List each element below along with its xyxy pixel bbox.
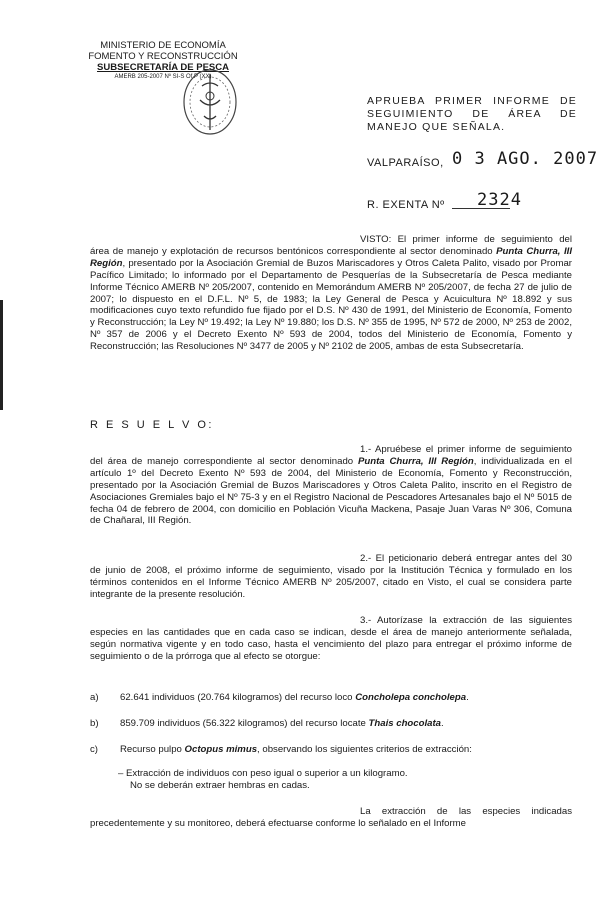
- visto-paragraph: [90, 234, 572, 353]
- seal-stamp-icon: [180, 66, 240, 138]
- scan-edge-mark: [0, 300, 3, 410]
- visto-text-start: VISTO: El primer informe de seguimiento del área de manejo y explotación de recursos bentónicos correspondiente al sector denominado: [90, 234, 572, 257]
- header-line-3: SUBSECRETARÍA DE PESCA: [97, 62, 229, 73]
- visto-place: Punta Churra, III Región: [90, 245, 572, 269]
- item-a: [90, 692, 570, 704]
- item-b-species: Thais chocolata: [368, 718, 442, 729]
- place-label: VALPARAÍSO,: [367, 157, 444, 169]
- art3-text: 3.- Autorízase la extracción de las siguientes especies en las cantidades que en cada caso se indican, desde el área de manejo anteriormente señalada, según normativa vigente y en todo caso, hasta el vencimiento del plazo para entregar el próximo informe de seguimiento o de la prórroga que al efecto se otorgue:: [90, 615, 572, 662]
- header-line-2: FOMENTO Y RECONSTRUCCIÓN: [88, 51, 238, 62]
- item-a-species: Concholepa concholepa: [355, 692, 467, 703]
- item-b-end: .: [441, 718, 444, 729]
- item-c: [90, 744, 570, 756]
- exenta-number: 2324: [477, 190, 522, 210]
- item-a-text: 62.641 individuos (20.764 kilogramos) del recurso loco: [120, 692, 356, 703]
- exenta-label: R. EXENTA Nº: [367, 199, 445, 211]
- art1-start: 1.- Apruébese el primer informe de seguimiento del área de manejo correspondiente al sector denominado: [90, 444, 572, 467]
- item-a-end: .: [466, 692, 469, 703]
- article-2: [90, 553, 572, 601]
- item-b-text: 859.709 individuos (56.322 kilogramos) del recurso locate: [120, 718, 369, 729]
- article-1: [90, 444, 572, 527]
- item-c-end: , observando los siguientes criterios de extracción:: [257, 744, 472, 755]
- header-line-4: AMERB 205-2007 Nº SI-S Of P (XX): [114, 74, 212, 80]
- item-c-species: Octopus mimus: [184, 744, 258, 755]
- closing-text: La extracción de las especies indicadas precedentemente y su monitoreo, deberá efectuarse conforme lo señalado en el Informe: [90, 806, 572, 829]
- art1-place: Punta Churra, III Región: [357, 455, 474, 467]
- visto-text-rest: , presentado por la Asociación Gremial de Buzos Mariscadores y Otros Caleta Palito, visado por Promar Pacífico Limitado; lo informado por el Departamento de Pesquerías de la Subsecretaría de Pesca mediante Informe Técnico AMERB Nº 205/2007, contenido en Memorándum AMERB Nº 205/2007, de fecha 27 de julio de 2007; lo dispuesto en el D.F.L. Nº 5, de 1983; la Ley General de Pesca y Acuicultura Nº 18.892 y sus modificaciones cuyo texto refundido fue fijado por el D.S. Nº 430 de 1991, del Ministerio de Economía, Fomento y Reconstrucción; la Ley Nº 19.492; la Ley Nº 19.880; los D.S. Nº 355 de 1995, Nº 572 de 2000, Nº 253 de 2002, Nº 357 de 2006 y el Decreto Exento Nº 593 de 2004, todos del Ministerio de Economía, Fomento y Reconstrucción; las Resoluciones Nº 3477 de 2005 y Nº 2102 de 2005, ambas de esta Subsecretaría.: [90, 257, 572, 353]
- exenta-underline: [452, 208, 510, 209]
- criterion-2: No se deberán extraer hembras en cadas.: [130, 780, 310, 791]
- subject-line: APRUEBA PRIMER INFORME DE SEGUIMIENTO DE ÁREA DE MANEJO QUE SEÑALA.: [367, 95, 577, 133]
- item-b-label: b): [90, 718, 99, 729]
- art2-text: 2.- El peticionario deberá entregar antes del 30 de junio de 2008, el próximo informe de seguimiento, visado por la Institución Técnica y formulado en los términos contenidos en el Informe Técnico AMERB Nº 205/2007, citado en Visto, el cual se considera parte integrante de la presente resolución.: [90, 553, 572, 600]
- criterion-1: – Extracción de individuos con peso igual o superior a un kilogramo.: [118, 768, 408, 779]
- closing-paragraph: [90, 806, 572, 830]
- stamped-date: 0 3 AGO. 2007: [452, 149, 599, 169]
- item-c-label: c): [90, 744, 98, 755]
- item-b: [90, 718, 570, 730]
- item-c-text: Recurso pulpo: [120, 744, 185, 755]
- header-line-1: MINISTERIO DE ECONOMÍA: [100, 40, 226, 51]
- art1-rest: , individualizada en el artículo 1º del Decreto Exento Nº 593 de 2004, del Ministerio de Economía, Fomento y Reconstrucción, presentado por la Asociación Gremial de Buzos Mariscadores y Otros Caleta Palito, inscrito en el Registro de Asociaciones Gremiales bajo el Nº 75-3 y en el Registro Nacional de Pescadores Artesanales bajo el Nº 5015 de fecha 04 de febrero de 2004, con domicilio en Población Vicuña Mackena, Pasaje Juan Varas Nº 306, Comuna de Chañaral, III Región.: [90, 455, 572, 527]
- resuelvo-heading: R E S U E L V O:: [90, 419, 214, 431]
- item-a-label: a): [90, 692, 99, 703]
- article-3: [90, 615, 572, 663]
